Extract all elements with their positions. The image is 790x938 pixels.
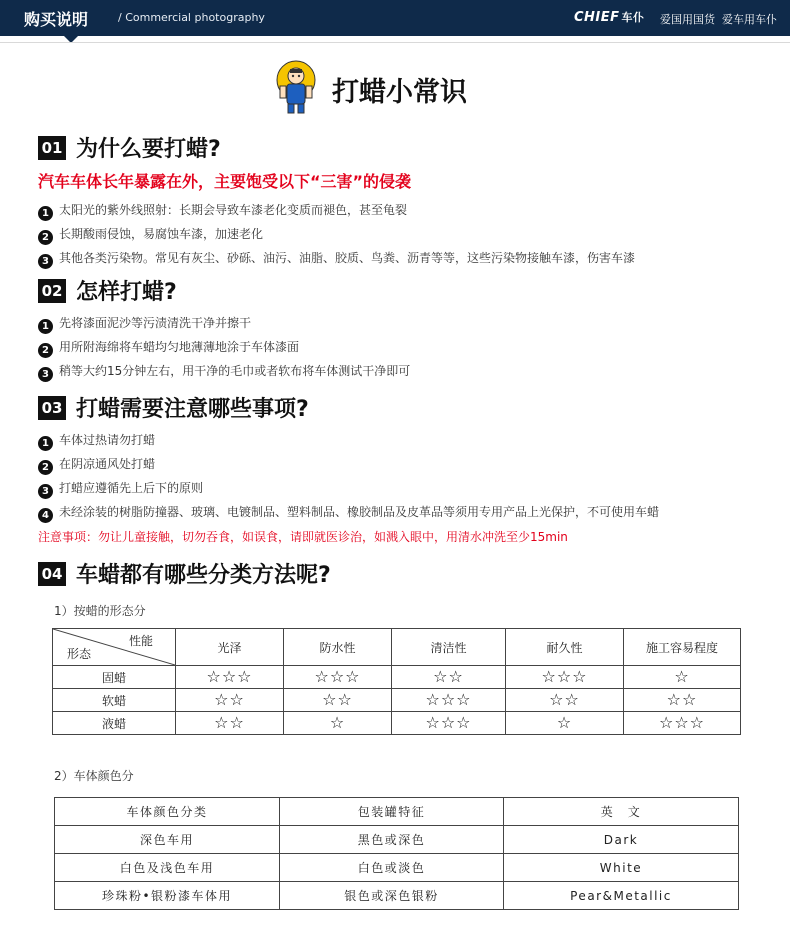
- section-4-number: 04: [38, 562, 66, 586]
- star-rating: ☆☆☆: [284, 666, 392, 689]
- item-text: 打蜡应遵循先上后下的原则: [59, 481, 204, 495]
- bullet-number: 1: [38, 319, 53, 334]
- top-banner: [0, 0, 790, 36]
- item-text: 稍等大约15分钟左右，用干净的毛巾或者软布将车体测试干净即可: [59, 364, 411, 378]
- item-text: 在阴凉通风处打蜡: [59, 457, 156, 471]
- bullet-number: 1: [38, 436, 53, 451]
- table-cell: 白色或淡色: [280, 854, 504, 882]
- star-rating: ☆☆: [392, 666, 506, 689]
- section-3-item: [38, 455, 155, 475]
- table-cell: Dark: [504, 826, 739, 854]
- table-row: [55, 854, 739, 882]
- banner-title: 购买说明: [24, 10, 89, 29]
- bullet-number: 2: [38, 460, 53, 475]
- star-rating: ☆: [284, 712, 392, 735]
- table-row: [55, 882, 739, 910]
- section-3-number: 03: [38, 396, 66, 420]
- table-2-caption: 2）车体颜色分: [54, 769, 134, 783]
- star-rating: ☆☆: [176, 712, 284, 735]
- table-cell: 银色或深色银粉: [280, 882, 504, 910]
- table-row: [53, 712, 741, 735]
- section-2-item: [38, 314, 251, 334]
- bullet-number: 4: [38, 508, 53, 523]
- table-row: [53, 666, 741, 689]
- star-rating: ☆☆☆: [506, 666, 624, 689]
- item-text: 未经涂装的树脂防撞器、玻璃、电镀制品、塑料制品、橡胶制品及皮革品等须用专用产品上光保护，不可使用车蜡: [59, 505, 660, 519]
- header-cell: 耐久性: [506, 629, 624, 666]
- section-4-title: 车蜡都有哪些分类方法呢?: [76, 563, 331, 588]
- corner-label-bottom: 形态: [67, 647, 92, 661]
- brand-logo-en: CHIEF: [574, 10, 620, 25]
- table-cell: 白色及浅色车用: [55, 854, 280, 882]
- car-color-table: [54, 797, 739, 910]
- section-1-item: [38, 249, 635, 269]
- brand-logo: [574, 9, 645, 25]
- table-1-caption: 1）按蜡的形态分: [54, 604, 146, 618]
- section-1-item: [38, 201, 407, 221]
- star-rating: ☆☆: [176, 689, 284, 712]
- brand-logo-cn: 车仆: [621, 11, 645, 24]
- bullet-number: 2: [38, 230, 53, 245]
- table-header-row: [55, 798, 739, 826]
- safety-notice: 注意事项：勿让儿童接触，切勿吞食，如误食，请即就医诊治，如溅入眼中，用清水冲洗至少15min: [38, 530, 568, 544]
- bullet-number: 3: [38, 367, 53, 382]
- section-1-number: 01: [38, 136, 66, 160]
- bullet-number: 1: [38, 206, 53, 221]
- row-label: 固蜡: [53, 666, 176, 689]
- header-cell: 清洁性: [392, 629, 506, 666]
- corner-label-top: 性能: [128, 634, 153, 648]
- section-2-item: [38, 362, 410, 382]
- star-rating: ☆☆☆: [392, 712, 506, 735]
- section-2-number: 02: [38, 279, 66, 303]
- section-1-highlight: 汽车车体长年暴露在外，主要饱受以下“三害”的侵袭: [38, 172, 412, 191]
- item-text: 用所附海绵将车蜡均匀地薄薄地涂于车体漆面: [59, 340, 300, 354]
- table-cell: White: [504, 854, 739, 882]
- section-3-item: [38, 503, 659, 523]
- banner-subtitle: / Commercial photography: [118, 11, 265, 24]
- header-cell: 包装罐特征: [280, 798, 504, 826]
- star-rating: ☆: [624, 666, 741, 689]
- table-header-row: [53, 629, 741, 666]
- row-label: 液蜡: [53, 712, 176, 735]
- star-rating: ☆☆☆: [392, 689, 506, 712]
- section-1-item: [38, 225, 263, 245]
- star-rating: ☆☆: [624, 689, 741, 712]
- star-rating: ☆☆: [284, 689, 392, 712]
- table-cell: 黑色或深色: [280, 826, 504, 854]
- wax-form-table: [52, 628, 741, 735]
- bullet-number: 3: [38, 484, 53, 499]
- item-text: 车体过热请勿打蜡: [59, 433, 156, 447]
- item-text: 长期酸雨侵蚀，易腐蚀车漆，加速老化: [59, 227, 264, 241]
- bullet-number: 2: [38, 343, 53, 358]
- star-rating: ☆: [506, 712, 624, 735]
- table-cell: 深色车用: [55, 826, 280, 854]
- row-label: 软蜡: [53, 689, 176, 712]
- star-rating: ☆☆☆: [176, 666, 284, 689]
- bullet-number: 3: [38, 254, 53, 269]
- table-row: [55, 826, 739, 854]
- header-cell: 光泽: [176, 629, 284, 666]
- section-2-item: [38, 338, 299, 358]
- header-cell: 英 文: [504, 798, 739, 826]
- table-cell: 珍珠粉•银粉漆车体用: [55, 882, 280, 910]
- star-rating: ☆☆☆: [624, 712, 741, 735]
- section-3-item: [38, 479, 203, 499]
- page-title: 打蜡小常识: [332, 77, 467, 108]
- section-3-title: 打蜡需要注意哪些事项?: [76, 397, 309, 422]
- header-cell: 车体颜色分类: [55, 798, 280, 826]
- diagonal-header-cell: [53, 629, 176, 666]
- item-text: 太阳光的紫外线照射：长期会导致车漆老化变质而褪色，甚至龟裂: [59, 203, 408, 217]
- item-text: 其他各类污染物。常见有灰尘、砂砾、油污、油脂、胶质、鸟粪、沥青等等，这些污染物接触车漆，伤害车漆: [59, 251, 636, 265]
- table-cell: Pear&Metallic: [504, 882, 739, 910]
- header-cell: 防水性: [284, 629, 392, 666]
- section-1-title: 为什么要打蜡?: [76, 137, 221, 162]
- mascot-icon: [274, 60, 318, 114]
- item-text: 先将漆面泥沙等污渍清洗干净并擦干: [59, 316, 252, 330]
- table-row: [53, 689, 741, 712]
- header-cell: 施工容易程度: [624, 629, 741, 666]
- section-2-title: 怎样打蜡?: [76, 280, 177, 305]
- slogan-two: 爱车用车仆: [722, 13, 777, 26]
- star-rating: ☆☆: [506, 689, 624, 712]
- divider: [0, 42, 790, 43]
- slogan-one: 爱国用国货: [660, 13, 715, 26]
- section-3-item: [38, 431, 155, 451]
